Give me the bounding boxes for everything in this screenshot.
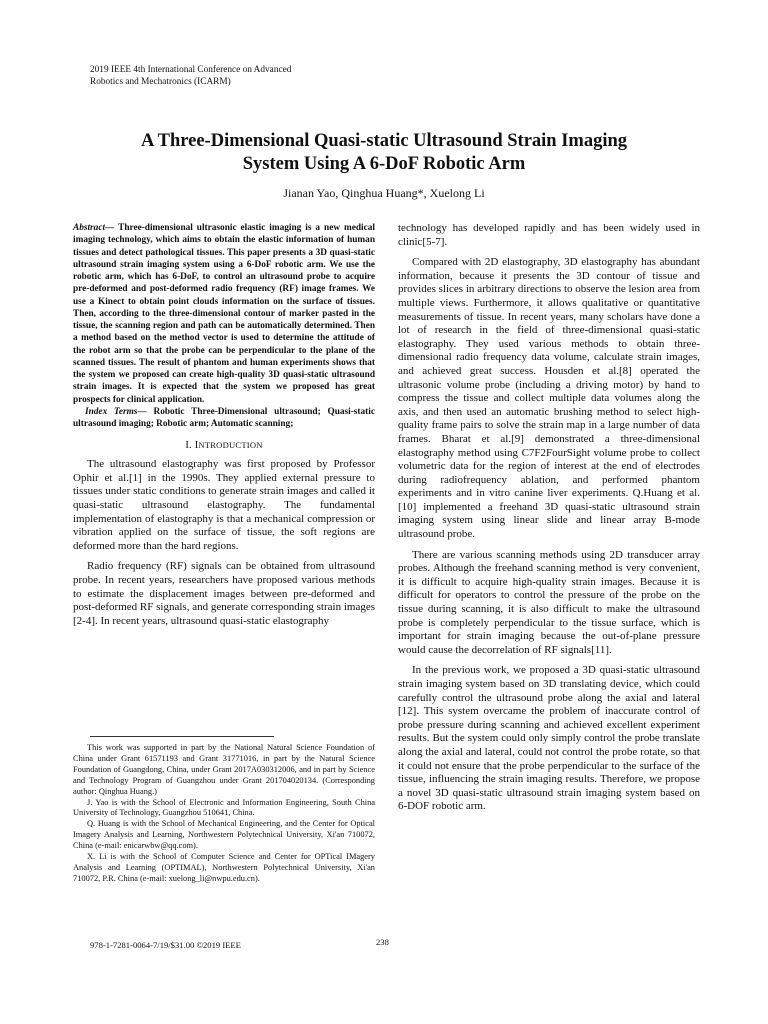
abstract-label: Abstract: [73, 223, 106, 233]
section-title-first: I: [194, 440, 199, 452]
footnote-divider: [90, 736, 274, 737]
footnotes: [73, 743, 375, 885]
isbn-copyright: 978-1-7281-0064-7/19/$31.00 ©2019 IEEE: [90, 940, 241, 950]
right-paragraph-1: technology has developed rapidly and has been widely used in clinic[5-7].: [398, 222, 700, 248]
right-paragraph-3: There are various scanning methods using 2D transducer array probes. Although the freehand scanning method is very convenient, it is difficult to acquire high-quality strain images. Because it is difficult for operators to control the pressure of the probe on the tissue during scanning, it is also difficult to make the ultrasound probe is completely perpendicular to the tissue surface, which is important for strain imaging because the out-of-plane pressure would cause the decorrelation of RF signals[11].: [398, 548, 700, 656]
index-terms: [73, 406, 375, 431]
right-paragraph-4: In the previous work, we proposed a 3D quasi-static ultrasound strain imaging system based on 3D translating device, which could carefully control the ultrasound probe along the axial and lateral [12]. This system overcame the problem of inaccurate control of probe pressure during scanning and achieved excellent experiment results. But the system could only simply control the probe translate along the axial and lateral, could not control the probe rotate, so that it could not ensure that the probe perpendicular to the surface of the tissue, influencing the strain imaging results. Therefore, we propose a novel 3D quasi-static ultrasound strain imaging system based on 6-DOF robotic arm.: [398, 664, 700, 813]
left-paragraph-2: Radio frequency (RF) signals can be obtained from ultrasound probe. In recent years, researchers have proposed various methods to estimate the displacement images between pre-deformed and post-deformed RF signals, and generate corresponding strain images [2-4]. In recent years, ultrasound quasi-static elastography: [73, 560, 375, 627]
footnote-funding: This work was supported in part by the National Natural Science Foundation of China under Grant 61571193 and Grant 31771016, in part by the Natural Science Foundation of Guangdong, China, under Grant 2017A030312006, and in part by Science and Technology Program of Guangzhou under Grant 201704020134. (Corresponding author: Qinghua Huang.): [73, 743, 375, 796]
right-column: [398, 222, 700, 814]
conference-line-2: Robotics and Mechatronics (ICARM): [90, 77, 231, 87]
title-line-2: System Using A 6-DoF Robotic Arm: [242, 154, 526, 174]
conference-line-1: 2019 IEEE 4th International Conference on Advanced: [90, 65, 292, 75]
section-heading-introduction: [73, 440, 375, 451]
footnote-author-huang: Q. Huang is with the School of Mechanical Engineering, and the Center for Optical Imagery Analysis and Learning, Northwestern Polytechnical University, Xi'an 710072, China (e-mail: enicarwbw@qq.com).: [73, 819, 375, 851]
section-number: I.: [185, 440, 195, 452]
index-terms-label: Index Terms: [85, 406, 138, 417]
conference-header: [90, 64, 370, 88]
abstract: [73, 222, 375, 406]
footnote-author-li: X. Li is with the School of Computer Science and Center for OPTical IMagery Analysis and Learning (OPTIMAL), Northwestern Polytechnical University, Xi'an 710072, P.R. China (e-mail: xuelong_li@nwpu.edu.cn).: [73, 852, 375, 883]
author-list: Jianan Yao, Qinghua Huang*, Xuelong Li: [283, 186, 485, 200]
title-line-1: A Three-Dimensional Quasi-static Ultrasound Strain Imaging: [140, 131, 627, 151]
footnote-author-yao: J. Yao is with the School of Electronic and Information Engineering, South China University of Technology, Guangzhou 510641, China.: [73, 797, 375, 818]
paper-title: [60, 130, 708, 176]
abstract-text: — Three-dimensional ultrasonic elastic imaging is a new medical imaging technology, which aims to obtain the elastic information of human tissues and detect pathological tissues. This paper presents a 3D quasi-static ultrasound strain imaging system using a 6-DoF robotic arm. We use the robotic arm, which has 6-DoF, to control an ultrasound probe to acquire pre-deformed and post-deformed radio frequency (RF) image frames. We use a Kinect to obtain point clouds information on the surface of tissues. Then, according to the three-dimensional contour of marker pasted in the tissue, the scanning region and path can be automatically determined. Then a method based on the method vector is used to determine the attitude of the robot arm so that the probe can be perpendicular to the plane of the scanned tissues. The result of phantom and human experiments shows that the system we proposed can create high-quality 3D quasi-static ultrasound strain images. It is expected that the system we proposed has great prospects for clinical application.: [73, 223, 375, 405]
page-number: 238: [376, 937, 389, 947]
right-paragraph-2: Compared with 2D elastography, 3D elastography has abundant information, because it presents the 3D contour of tissue and provides slices in arbitrary directions to observe the lesion area from multiple views. Furthermore, it allows qualitative or quantitative measurements of tissue. In recent years, many scholars have done a lot of research in the field of three-dimensional quasi-static elastography. They used various methods to obtain three-dimensional radio frequency data volume, calculate strain images, and achieved great success. Housden et al.[8] operated the ultrasonic volume probe (including a driving motor) by hand to compress the tissue and collect multiple data volumes along the axis, and then used an automatic brushing method to select high-quality frame pairs to solve the strain map in a large number of data frames. Bharat et al.[9] demonstrated a three-dimensional elastography method using C7F2FourSight volume probe to collect volumetric data for the region of interest at the end of electrodes during radiofrequency ablation, and performed phantom experiments and in vitro canine liver experiments. Q.Huang et al.[10] implemented a freehand 3D quasi-static ultrasound strain imaging system using linear slide and linear array B-mode ultrasound probe.: [398, 256, 700, 541]
left-paragraph-1: The ultrasound elastography was first proposed by Professor Ophir et al.[1] in the 1990s. They applied external pressure to tissues under static conditions to generate strain images and called it quasi-static ultrasound elastography. The fundamental implementation of elastography is that a mechanical compression or vibration applied on the surface of tissue, the soft regions are deformed more than the hard regions.: [73, 458, 375, 552]
left-column: [73, 222, 375, 628]
index-terms-text: — Robotic Three-Dimensional ultrasound; Quasi-static ultrasound imaging; Robotic arm; Automatic scanning;: [73, 406, 375, 429]
section-title-rest: NTRODUCTION: [198, 440, 263, 451]
